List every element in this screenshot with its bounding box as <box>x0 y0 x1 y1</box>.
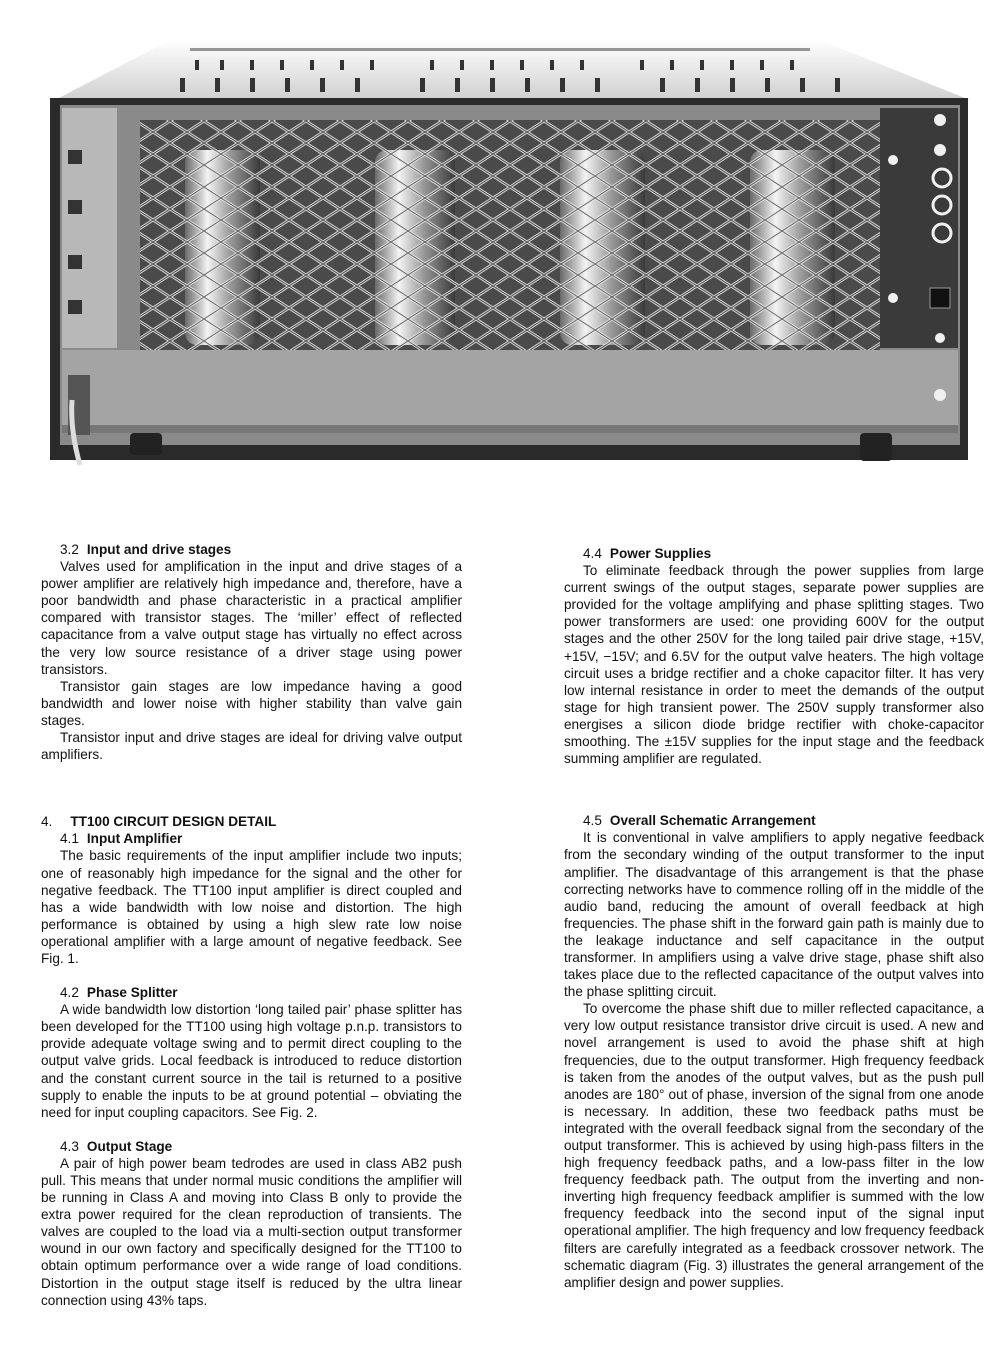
paragraph: To overcome the phase shift due to miller reflected capacitance, a very low output resistance transistor drive circuit is used. A new and novel arrangement is used to avoid the phase shift at high frequencies, due to the output transformer. High frequency feedback is taken from the anodes of the output valves, but as the push pull anodes are 180° out of phase, inversion of the signal from one anode is necessary. In addition, these two feedback paths must be integrated with the overall feedback signal from the secondary of the output transformer. This is achieved by using high-pass filters in the high frequency feedback paths, and a low-pass filter in the low frequency feedback path. The output from the inverting and non-inverting high frequency feedback amplifier is summed with the low frequency feedback into the second input of the signal input operational amplifier. The high frequency and low frequency feedback filters are carefully integrated as a feedback crossover network. The schematic diagram (Fig. 3) illustrates the general arrangement of the amplifier design and power supplies. <box>564 1001 984 1290</box>
bottom-bar <box>62 350 958 425</box>
paragraph: A pair of high power beam tedrodes are used in class AB2 push pull. This means that under normal music conditions the amplifier will be running in Class A and moving into Class B only to provide the extra power required for the clean reproduction of transients. The valves are coupled to the load via a multi-section output transformer wound in our own factory and specifically designed for the TT100 to obtain optimum performance over a wide range of load conditions. Distortion in the output stage itself is reduced by the ultra linear connection using 43% taps. <box>41 1155 462 1308</box>
paragraph: The basic requirements of the input amplifier include two inputs; one of reasonably high impedance for the signal and the other for negative feedback. The TT100 input amplifier is direct coupled and has a wide bandwidth with low noise and distortion. The high performance is obtained by using a high slew rate low noise operational amplifier with a large amount of negative feedback. See Fig. 1. <box>41 848 462 966</box>
section-4 <box>41 813 462 830</box>
foot-right <box>860 433 892 461</box>
paragraph: A wide bandwidth low distortion ‘long tailed pair’ phase splitter has been developed for the TT100 using high voltage p.n.p. transistors to provide adequate voltage swing and to permit direct coupling to the output valve grids. Local feedback is introduced to reduce distortion and the constant current source in the tail is returned to a positive supply to enable the inputs to be at ground potential – obviating the need for input coupling capacitors. See Fig. 2. <box>41 1002 462 1120</box>
section-heading: 4.4 Power Supplies <box>583 546 712 561</box>
section-heading: 4.5 Overall Schematic Arrangement <box>583 813 816 829</box>
paragraph: Transistor input and drive stages are ideal for driving valve output amplifiers. <box>41 730 462 763</box>
left-column <box>41 541 462 1309</box>
right-column <box>564 545 984 1291</box>
right-panel <box>880 108 958 348</box>
section-4-4 <box>564 545 984 767</box>
section-4-3 <box>41 1138 462 1309</box>
section-4-5 <box>564 812 984 1291</box>
section-heading: 4.3 Output Stage <box>60 1138 173 1154</box>
section-3-2 <box>41 541 462 763</box>
section-4-1 <box>41 830 462 967</box>
paragraph: Valves used for amplification in the input and drive stages of a power amplifier are relatively high impedance and, therefore, have a poor bandwidth and phase characteristic in a practical amplifier compared with transistor stages. The ‘miller’ effect of reflected capacitance from a valve output stage has virtually no effect across the very low source resistance of a driver stage using power transistors. <box>41 559 462 677</box>
section-heading: 3.2 Input and drive stages <box>60 542 232 557</box>
amplifier-photo <box>0 0 1003 480</box>
paragraph: To eliminate feedback through the power supplies from large current swings of the output stages, separate power supplies are provided for the voltage amplifying and phase splitting stages. Two power transformers are used: one providing 600V for the output stages and the other 250V for the long tailed pair drive stage, +15V, +15V, −15V; and 6.5V for the output valve heaters. The high voltage circuit uses a bridge rectifier and a choke capacitor filter. It has very low internal resistance in order to meet the demands of the output stage for high transient power. The 250V supply transformer also energises a silicon diode bridge rectifier with choke-capacitor smoothing. The ±15V supplies for the input stage and the feedback summing amplifier are regulated. <box>564 563 984 767</box>
section-heading: 4.2 Phase Splitter <box>60 985 178 1001</box>
foot-left <box>130 433 162 455</box>
paragraph: It is conventional in valve amplifiers to apply negative feedback from the secondary winding of the output transformer to the input amplifier. The disadvantage of this arrangement is that the phase correcting networks have to commence rolling off in the middle of the audio band, reducing the amount of overall feedback at high frequencies. The phase shift in the forward gain path is mainly due to the leakage inductance and self capacitance in the output transformer. In amplifiers using a valve drive stage, phase shift also takes place due to the reflected capacitance of the output valves into the phase splitting circuit. <box>564 830 984 1000</box>
section-4-2 <box>41 984 462 1121</box>
paragraph: Transistor gain stages are low impedance having a good bandwidth and lower noise with higher stability than valve gain stages. <box>41 678 462 728</box>
section-heading: 4.1 Input Amplifier <box>60 831 183 847</box>
chapter-heading: 4. TT100 CIRCUIT DESIGN DETAIL <box>41 814 277 830</box>
tube-mesh <box>140 120 880 350</box>
